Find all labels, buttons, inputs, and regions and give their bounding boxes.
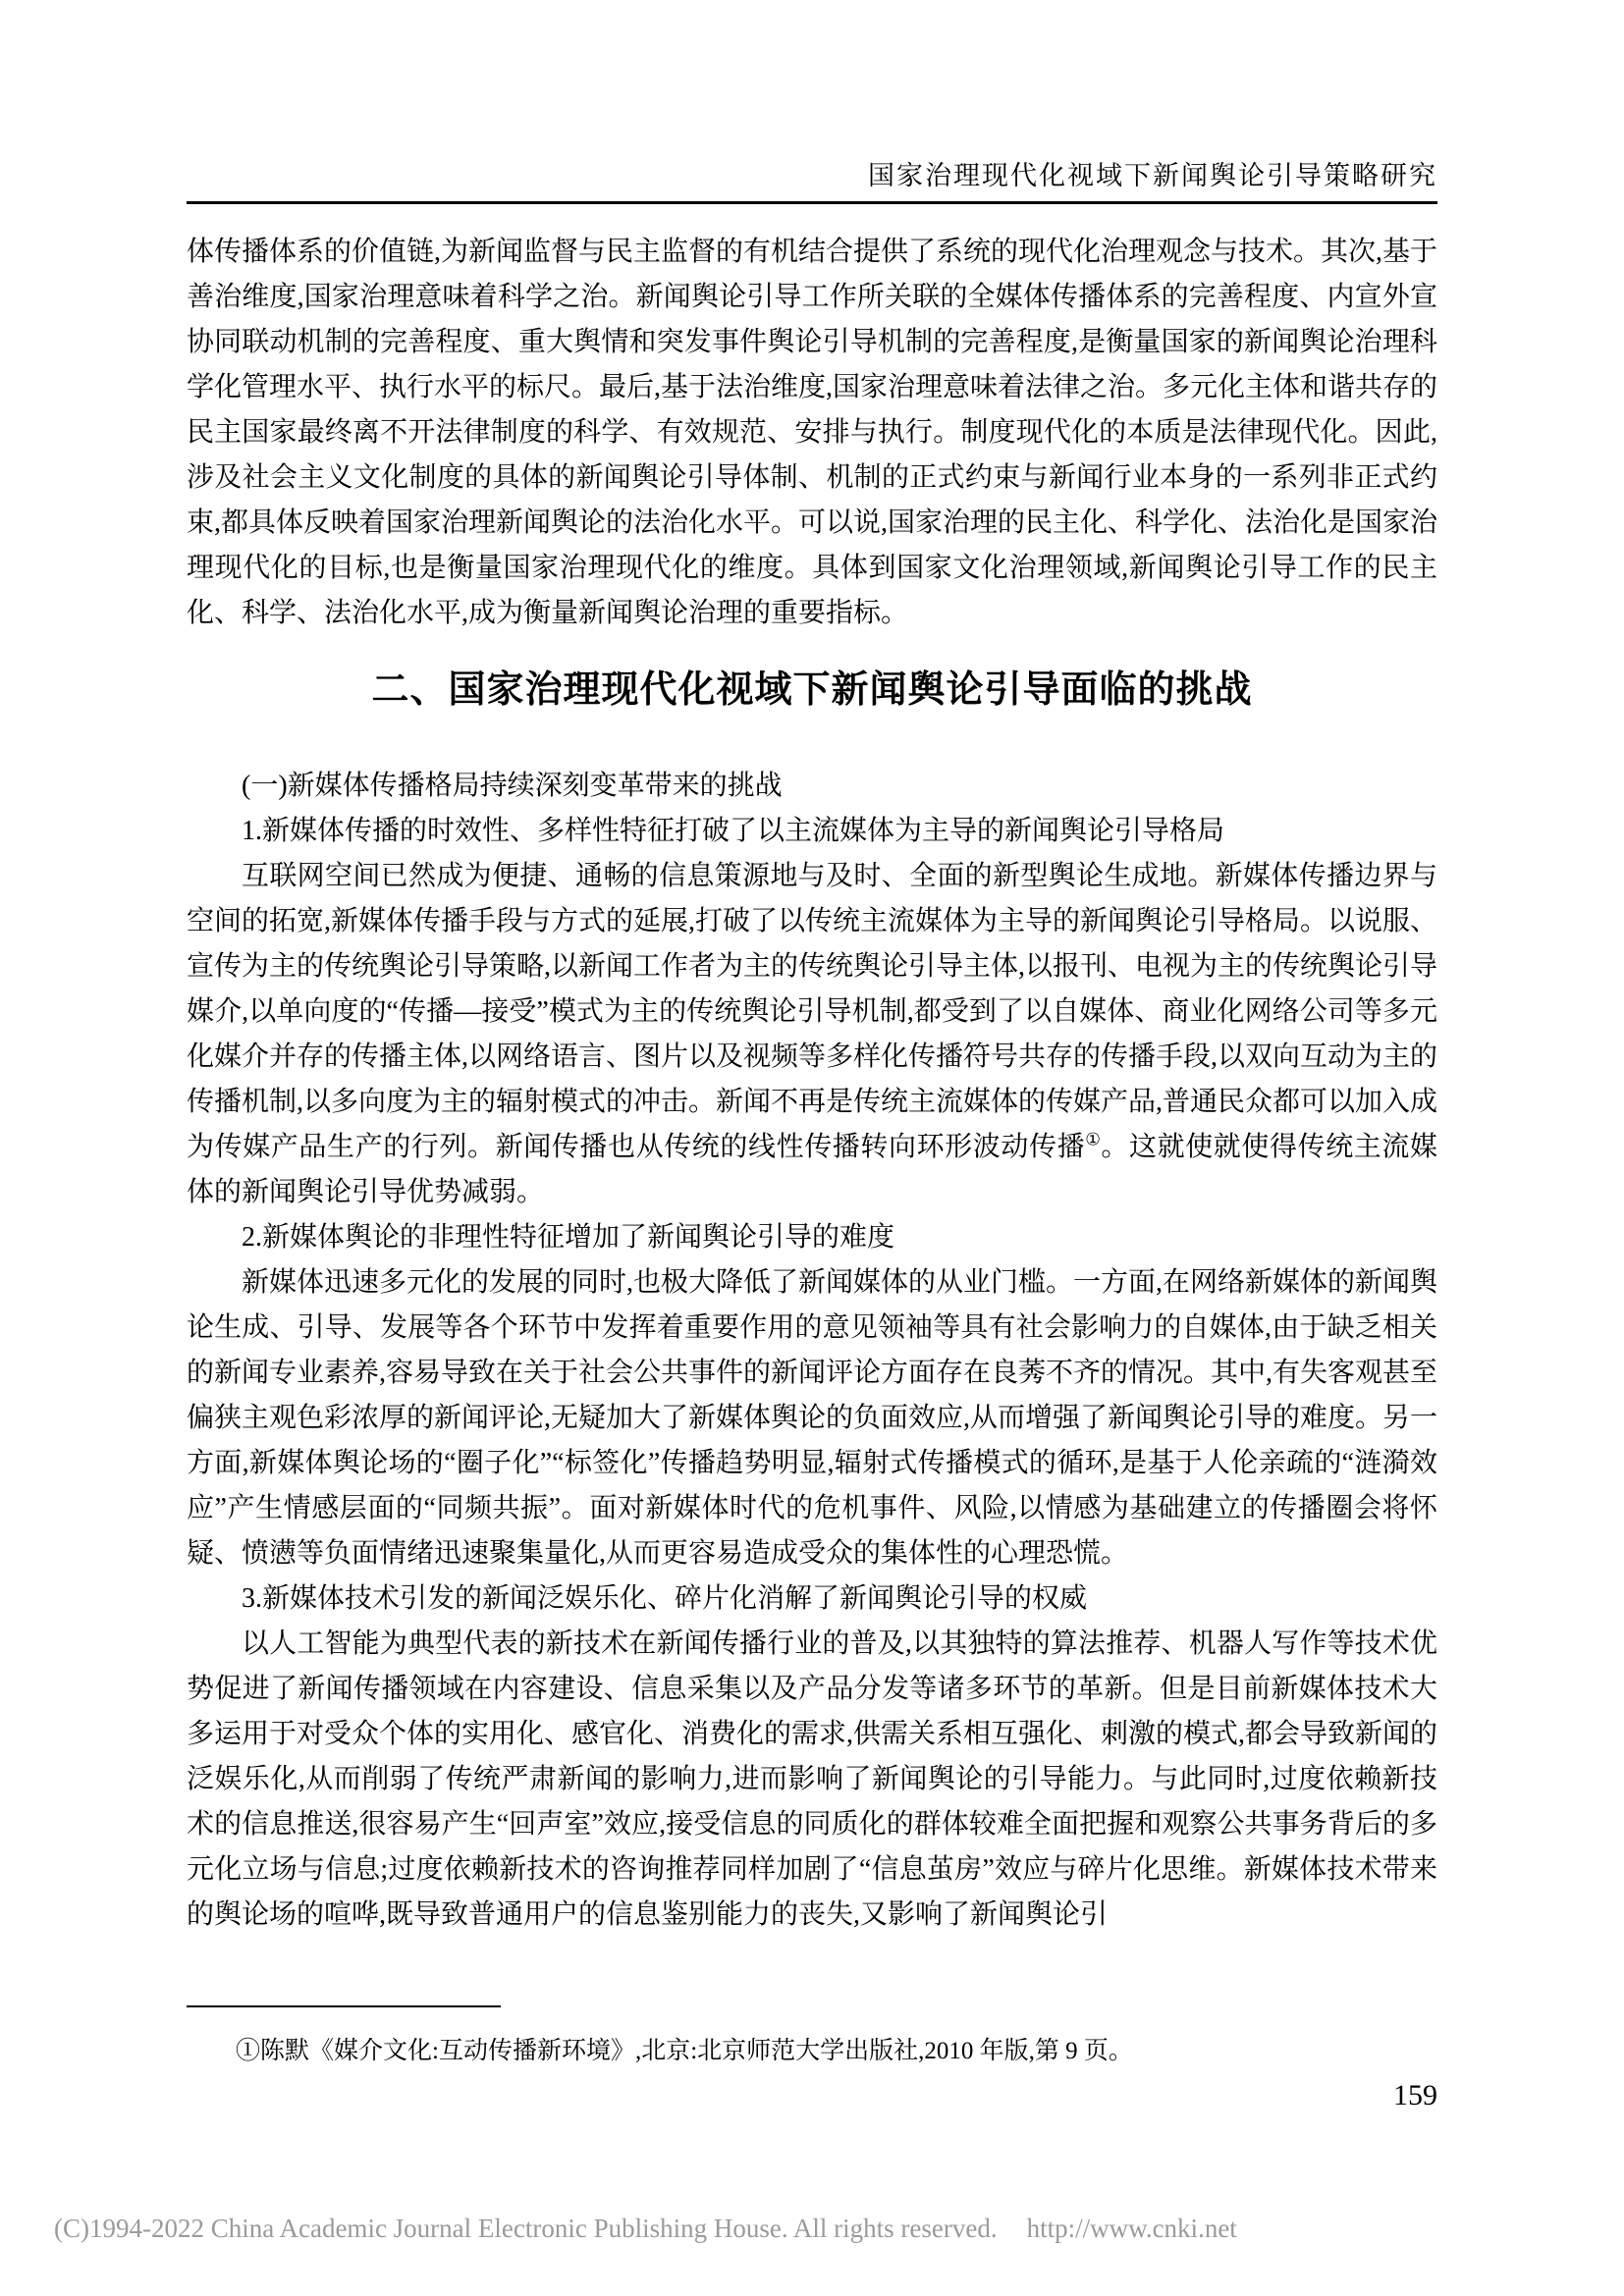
copyright-footer	[54, 2214, 1586, 2244]
running-header-title: 国家治理现代化视域下新闻舆论引导策略研究	[868, 161, 1437, 190]
footnote-rule	[187, 2005, 501, 2007]
point-1-paragraph	[187, 854, 1437, 1215]
copyright-text: (C)1994-2022 China Academic Journal Electronic Publishing House. All rights reserved.	[54, 2214, 998, 2243]
point-2-paragraph: 新媒体迅速多元化的发展的同时,也极大降低了新闻媒体的从业门槛。一方面,在网络新媒体的新闻舆论生成、引导、发展等各个环节中发挥着重要作用的意见领袖等具有社会影响力的自媒体,由于缺乏相关的新闻专业素养,容易导致在关于社会公共事件的新闻评论方面存在良莠不齐的情况。其中,有失客观甚至偏狭主观色彩浓厚的新闻评论,无疑加大了新媒体舆论的负面效应,从而增强了新闻舆论引导的难度。另一方面,新媒体舆论场的“圈子化”“标签化”传播趋势明显,辐射式传播模式的循环,是基于人伦亲疏的“涟漪效应”产生情感层面的“同频共振”。面对新媒体时代的危机事件、风险,以情感为基础建立的传播圈会将怀疑、愤懑等负面情绪迅速聚集量化,从而更容易造成受众的集体性的心理恐慌。	[187, 1267, 1438, 1569]
footnote-reference-mark: ①	[1085, 1130, 1102, 1149]
footnote-text: 陈默《媒介文化:互动传播新环境》,北京:北京师范大学出版社,2010 年版,第 9 页。	[260, 2038, 1133, 2064]
section-heading: 二、国家治理现代化视域下新闻舆论引导面临的挑战	[371, 669, 1253, 711]
point-2-heading: 2.新媒体舆论的非理性特征增加了新闻舆论引导的难度	[242, 1222, 895, 1253]
header-rule	[187, 201, 1437, 204]
point-3-paragraph: 以人工智能为典型代表的新技术在新闻传播行业的普及,以其独特的算法推荐、机器人写作等技术优势促进了新闻传播领域在内容建设、信息采集以及产品分发等诸多环节的革新。但是目前新媒体技术大多运用于对受众个体的实用化、感官化、消费化的需求,供需关系相互强化、刺激的模式,都会导致新闻的泛娱乐化,从而削弱了传统严肃新闻的影响力,进而影响了新闻舆论的引导能力。与此同时,过度依赖新技术的信息推送,很容易产生“回声室”效应,接受信息的同质化的群体较难全面把握和观察公共事务背后的多元化立场与信息;过度依赖新技术的咨询推荐同样加剧了“信息茧房”效应与碎片化思维。新媒体技术带来的舆论场的喧哗,既导致普通用户的信息鉴别能力的丧失,又影响了新闻舆论引	[187, 1629, 1438, 1930]
footnote-marker: ①	[236, 2038, 261, 2064]
paragraph-text: 。这就使就使得传统主流媒体的新闻舆论引导优势减弱。	[187, 1132, 1437, 1207]
subsection-heading: (一)新媒体传播格局持续深刻变革带来的挑战	[242, 771, 783, 801]
footnote	[187, 2034, 1437, 2069]
page-number: 159	[1393, 2079, 1437, 2111]
point-3-heading: 3.新媒体技术引发的新闻泛娱乐化、碎片化消解了新闻舆论引导的权威	[242, 1583, 1088, 1614]
footer-url: http://www.cnki.net	[1026, 2214, 1237, 2243]
paragraph-continued-from-previous-page: 体传播体系的价值链,为新闻监督与民主监督的有机结合提供了系统的现代化治理观念与技术。其次,基于善治维度,国家治理意味着科学之治。新闻舆论引导工作所关联的全媒体传播体系的完善程度、内宣外宣协同联动机制的完善程度、重大舆情和突发事件舆论引导机制的完善程度,是衡量国家的新闻舆论治理科学化管理水平、执行水平的标尺。最后,基于法治维度,国家治理意味着法律之治。多元化主体和谐共存的民主国家最终离不开法律制度的科学、有效规范、安排与执行。制度现代化的本质是法律现代化。因此,涉及社会主义文化制度的具体的新闻舆论引导体制、机制的正式约束与新闻行业本身的一系列非正式约束,都具体反映着国家治理新闻舆论的法治化水平。可以说,国家治理的民主化、科学化、法治化是国家治理现代化的目标,也是衡量国家治理现代化的维度。具体到国家文化治理领域,新闻舆论引导工作的民主化、科学、法治化水平,成为衡量新闻舆论治理的重要指标。	[187, 237, 1438, 628]
paragraph-text: 互联网空间已然成为便捷、通畅的信息策源地与及时、全面的新型舆论生成地。新媒体传播边界与空间的拓宽,新媒体传播手段与方式的延展,打破了以传统主流媒体为主导的新闻舆论引导格局。以说服、宣传为主的传统舆论引导策略,以新闻工作者为主的传统舆论引导主体,以报刊、电视为主的传统舆论引导媒介,以单向度的“传播—接受”模式为主的传统舆论引导机制,都受到了以自媒体、商业化网络公司等多元化媒介并存的传播主体,以网络语言、图片以及视频等多样化传播符号共存的传播手段,以双向互动为主的传播机制,以多向度为主的辐射模式的冲击。新闻不再是传统主流媒体的传媒产品,普通民众都可以加入成为传媒产品生产的行列。新闻传播也从传统的线性传播转向环形波动传播	[187, 861, 1438, 1162]
point-1-heading: 1.新媒体传播的时效性、多样性特征打破了以主流媒体为主导的新闻舆论引导格局	[242, 816, 1225, 846]
